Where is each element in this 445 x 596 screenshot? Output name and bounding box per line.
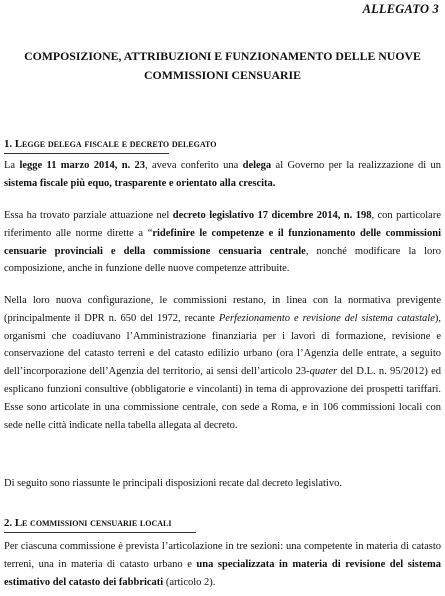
section-1-number: 1. xyxy=(4,138,13,150)
annex-label: ALLEGATO 3 xyxy=(362,2,439,16)
p2-decree-ref: decreto legislativo 17 dicembre 2014, n. 198 xyxy=(172,210,372,221)
p5-specialized: una specializzata in materia di revisione del sistema estimativo del catasto dei fabbricati xyxy=(4,558,442,588)
p1-law-ref: legge 11 marzo 2014, n. 23 xyxy=(19,160,146,171)
section-1-heading xyxy=(4,138,216,150)
p3-text-a: Nella loro nuova configurazione, le commissioni restano, in linea con la normativa previgente (principalmente il DPR n. 650 del 1972, recante xyxy=(4,295,441,324)
paragraph-2 xyxy=(4,207,441,278)
section-2-title: Le commissioni censuarie locali xyxy=(14,517,172,529)
p5-text-c: (articolo 2). xyxy=(163,576,216,588)
document-title xyxy=(0,47,445,85)
paragraph-4: Di seguito sono riassunte le principali disposizioni recate dal decreto legislativo. xyxy=(4,478,342,489)
section-2-number: 2. xyxy=(4,517,13,529)
p1-text-c: , aveva conferito una xyxy=(145,160,243,171)
title-line-1: COMPOSIZIONE, ATTRIBUZIONI E FUNZIONAMENTO DELLE NUOVE xyxy=(24,49,421,63)
p1-fiscal-system: sistema fiscale più equo, trasparente e orientato alla crescita. xyxy=(4,177,276,189)
paragraph-1 xyxy=(4,157,441,193)
p3-text-c: ), organismi che coadiuvano l’Amministrazione finanziaria per i lavori di formazione, revisione e conservazione del catasto terreni e del catasto edilizio urbano (ora l’Agenzia delle entrate, a seguito dell’incorporazione dell’Agenzia del territorio, ai sensi dell’articolo 23- xyxy=(4,312,441,378)
paragraph-5 xyxy=(4,538,441,591)
section-1-underline xyxy=(4,153,169,154)
p5-text-a: Per ciascuna commissione è prevista l’articolazione in tre sezioni: una competente in materia di catasto terreni, una in materia di catasto urbano e xyxy=(4,541,441,570)
p2-text-e: , nonché modificare la loro composizione, anche in funzione delle nuove competenze attribuite. xyxy=(4,245,441,275)
paragraph-3 xyxy=(4,292,441,434)
p3-quater: quater xyxy=(309,366,338,378)
p2-redefine: ridefinire le competenze e il funzionamento delle commissioni censuarie provinciali e della commissione censuaria centrale xyxy=(4,227,441,257)
p3-text-e: del D.L. n. 95/2012) ed esplicano funzioni consultive (obbligatorie e vincolanti) in tema di approvazione dei prospetti tariffari. Esse sono articolate in una commissione centrale, con sede a Roma, e in 106 commissioni locali con sede nelle città indicate nella tabella allegata al decreto. xyxy=(4,366,441,431)
section-2-underline xyxy=(4,532,196,533)
p3-title-italic: Perfezionamento e revisione del sistema catastale xyxy=(218,312,435,324)
section-1-title: Legge delega fiscale e decreto delegato xyxy=(14,138,217,150)
title-line-2: COMMISSIONI CENSUARIE xyxy=(144,68,301,82)
p2-text-a: Essa ha trovato parziale attuazione nel xyxy=(4,210,173,221)
p1-text-e: al Governo per la realizzazione di un xyxy=(271,160,441,171)
p2-text-c: , con particolare riferimento alle norme dirette a “ xyxy=(4,210,442,239)
p1-text-a: La xyxy=(4,160,20,171)
section-2-heading xyxy=(4,517,171,529)
p1-delega: delega xyxy=(242,160,272,171)
